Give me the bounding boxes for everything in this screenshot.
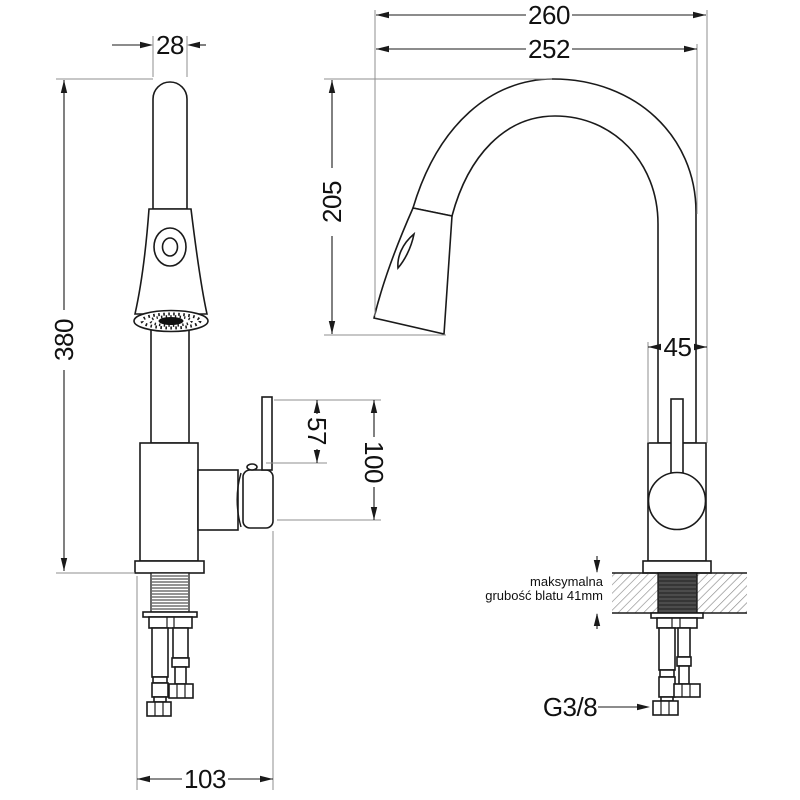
front-handle-housing <box>243 470 273 528</box>
dim-57-label: 57 <box>302 417 332 445</box>
dim-spout-reach <box>376 34 697 64</box>
dim-overall-height <box>49 80 79 571</box>
counter-note-line1: maksymalna <box>530 574 603 589</box>
dim-handle-height <box>359 400 389 520</box>
dim-380-label: 380 <box>49 319 79 361</box>
dim-spout-top-width <box>112 30 206 60</box>
thread-size-label: G3/8 <box>542 692 598 722</box>
side-hose-front <box>653 628 678 715</box>
counter-note-line2: grubość blatu 41mm <box>485 588 603 603</box>
countertop-section <box>612 573 747 613</box>
counter-thickness-note <box>485 556 604 629</box>
dim-103-label: 103 <box>184 764 226 794</box>
side-base-flange <box>643 561 711 573</box>
side-threaded-shank <box>658 573 697 613</box>
dim-205-label: 205 <box>317 181 347 223</box>
dim-260-label: 260 <box>528 0 570 30</box>
front-handle-pivot <box>247 464 257 470</box>
dim-100-label: 100 <box>359 441 389 483</box>
side-handle-ball <box>649 473 706 530</box>
spray-button-inner <box>163 238 178 256</box>
front-base-flange <box>135 561 204 573</box>
front-hose-left <box>147 628 171 716</box>
dim-overall-reach <box>376 0 706 30</box>
side-handle-lever <box>671 399 683 473</box>
front-riser-pipe <box>151 326 189 443</box>
front-spout-tube <box>153 82 187 209</box>
dim-45-label: 45 <box>663 332 692 362</box>
front-hose-right <box>169 628 193 698</box>
spray-nozzle-center <box>159 317 184 325</box>
side-gooseneck-spout <box>413 79 696 443</box>
front-handle-outlet <box>198 470 238 530</box>
front-mount-nut <box>149 617 192 628</box>
thread-size-callout <box>543 692 650 722</box>
side-view <box>374 79 747 715</box>
side-mount-nut <box>657 618 697 628</box>
dim-28-label: 28 <box>156 30 184 60</box>
dim-base-depth <box>137 764 273 794</box>
dim-handle-upper <box>302 400 332 463</box>
side-hose-back <box>674 628 700 697</box>
front-threaded-shank <box>151 573 189 612</box>
front-body <box>140 443 198 561</box>
front-view <box>134 82 273 716</box>
side-spray-head <box>374 208 452 334</box>
front-handle-lever <box>262 397 272 470</box>
dim-252-label: 252 <box>528 34 570 64</box>
dim-spout-height <box>317 80 347 334</box>
dim-body-width <box>648 332 707 362</box>
